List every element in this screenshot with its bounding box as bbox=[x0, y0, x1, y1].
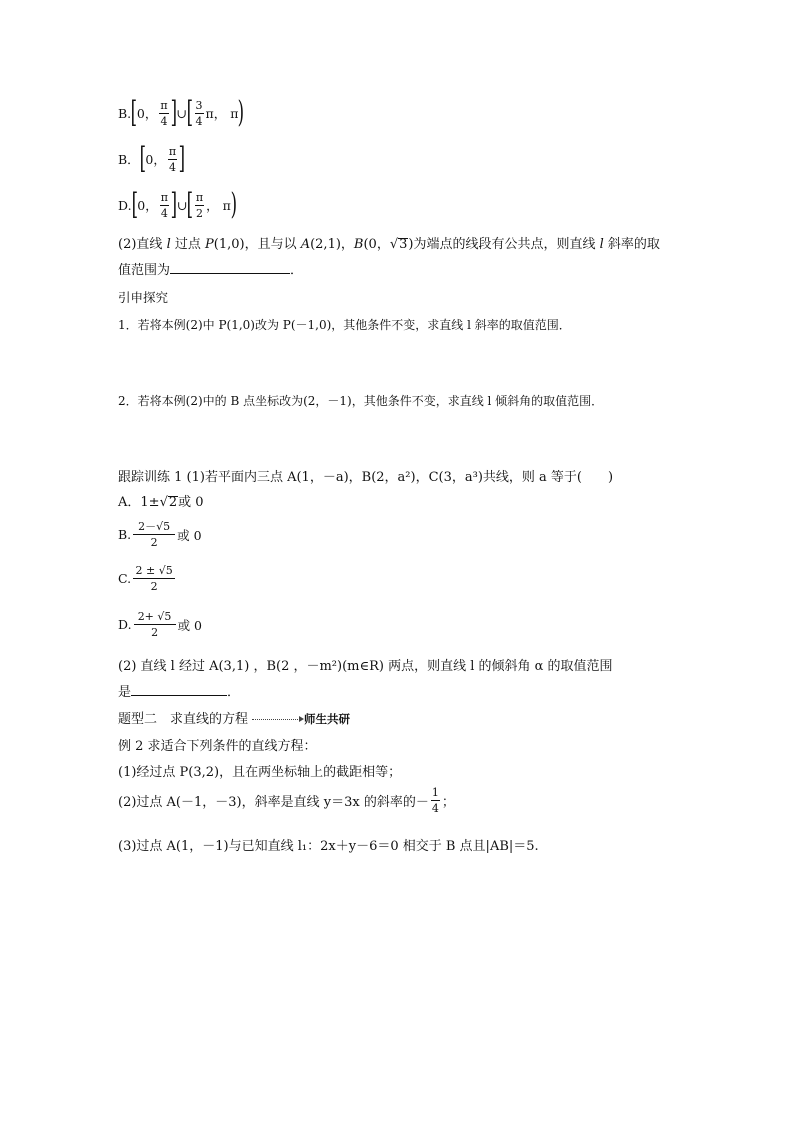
practice-option-a: A．1±√2或 0 bbox=[118, 495, 204, 510]
left-bracket: [ bbox=[186, 95, 193, 130]
option-b-first: B. [ 0， $\frac{\pi}{4}$ ] ∪ [ $\frac{3}{4}$ π， π ) bbox=[118, 95, 245, 130]
fraction-pi-over-4: $\frac{\pi}{4}$ bbox=[160, 98, 168, 128]
fraction: $\frac{2-√5}{2}$ bbox=[133, 520, 175, 549]
right-paren: ) bbox=[238, 95, 245, 130]
example-2-stem: 例 2 求适合下列条件的直线方程： bbox=[118, 739, 317, 754]
sqrt-symbol: √ bbox=[389, 237, 399, 252]
practice-stem: 跟踪训练 1 (1)若平面内三点 A(1，－a)，B(2，a²)，C(3，a³)共线，则 a 等于( ) bbox=[118, 470, 614, 485]
option-letter: B． bbox=[118, 152, 140, 167]
example-2-condition-3: (3)过点 A(1，－1)与已知直线 l₁：2x＋y－6＝0 相交于 B 点且|AB|＝5. bbox=[118, 839, 539, 854]
fraction-pi-over-2: $\frac{\pi}{2}$ bbox=[195, 190, 204, 220]
right-paren: ) bbox=[230, 187, 237, 222]
left-bracket: [ bbox=[130, 95, 138, 130]
fraction-pi-over-4: $\frac{\pi}{4}$ bbox=[160, 190, 168, 220]
section-heading: 题型二 求直线的方程 师生共研 bbox=[118, 712, 351, 727]
example-2-condition-1: (1)经过点 P(3,2)，且在两坐标轴上的截距相等； bbox=[118, 765, 402, 780]
question-2-line-1: (2)直线 l 过点 P(1,0)，且与以 A(2,1)，B(0，√3)为端点的线段有公共点，则直线 l 斜率的取 bbox=[118, 237, 660, 252]
left-bracket: [ bbox=[139, 141, 146, 176]
left-bracket: [ bbox=[131, 187, 138, 222]
arrow-icon bbox=[252, 719, 302, 720]
fraction: $\frac{2+ √5}{2}$ bbox=[134, 610, 176, 639]
practice-option-c: C. $\frac{2 \pm √5}{2}$ bbox=[118, 564, 177, 593]
answer-blank[interactable] bbox=[131, 695, 227, 696]
extension-item-1: 1．若将本例(2)中 P(1,0)改为 P(－1,0)，其他条件不变，求直线 l 斜率的取值范围． bbox=[118, 318, 571, 332]
practice-q2-line-1: (2) 直线 l 经过 A(3,1) ，B(2 ，－m²)(m∈R) 两点，则直线 l 的倾斜角 α 的取值范围 bbox=[118, 659, 613, 674]
option-letter: D. bbox=[118, 197, 132, 213]
fraction-pi-over-4: $\frac{\pi}{4}$ bbox=[168, 144, 177, 174]
question-2-line-2: 值范围为 ． bbox=[118, 263, 304, 278]
sqrt-symbol: √ bbox=[159, 495, 168, 510]
fraction: $\frac{2 \pm √5}{2}$ bbox=[133, 564, 175, 593]
left-bracket: [ bbox=[186, 187, 194, 222]
practice-q2-line-2: 是 ． bbox=[118, 685, 241, 700]
practice-option-b: B. $\frac{2-√5}{2}$ 或 0 bbox=[118, 520, 202, 549]
example-2-condition-2: (2)过点 A(－1，－3)，斜率是直线 y＝3x 的斜率的－ $\frac{1}{4}$ ； bbox=[118, 786, 455, 815]
right-bracket: ] bbox=[170, 187, 178, 222]
right-bracket: ] bbox=[178, 141, 186, 176]
answer-blank[interactable] bbox=[170, 273, 290, 274]
fraction-3-over-4: $\frac{3}{4}$ bbox=[195, 98, 203, 128]
extension-heading: 引申探究 bbox=[118, 290, 169, 305]
practice-option-d: D. $\frac{2+ √5}{2}$ 或 0 bbox=[118, 610, 202, 639]
fraction-1-over-4: $\frac{1}{4}$ bbox=[431, 786, 439, 815]
extension-item-2: 2．若将本例(2)中的 B 点坐标改为(2，－1)，其他条件不变，求直线 l 倾斜角的取值范围． bbox=[118, 394, 604, 408]
option-b-second: B． [ 0， $\frac{\pi}{4}$ ] bbox=[118, 141, 186, 176]
right-bracket: ] bbox=[170, 95, 177, 130]
option-letter: B. bbox=[118, 105, 132, 121]
option-d: D. [ 0， $\frac{\pi}{4}$ ] ∪ [ $\frac{\pi}{2}$ ， π ) bbox=[118, 187, 237, 222]
